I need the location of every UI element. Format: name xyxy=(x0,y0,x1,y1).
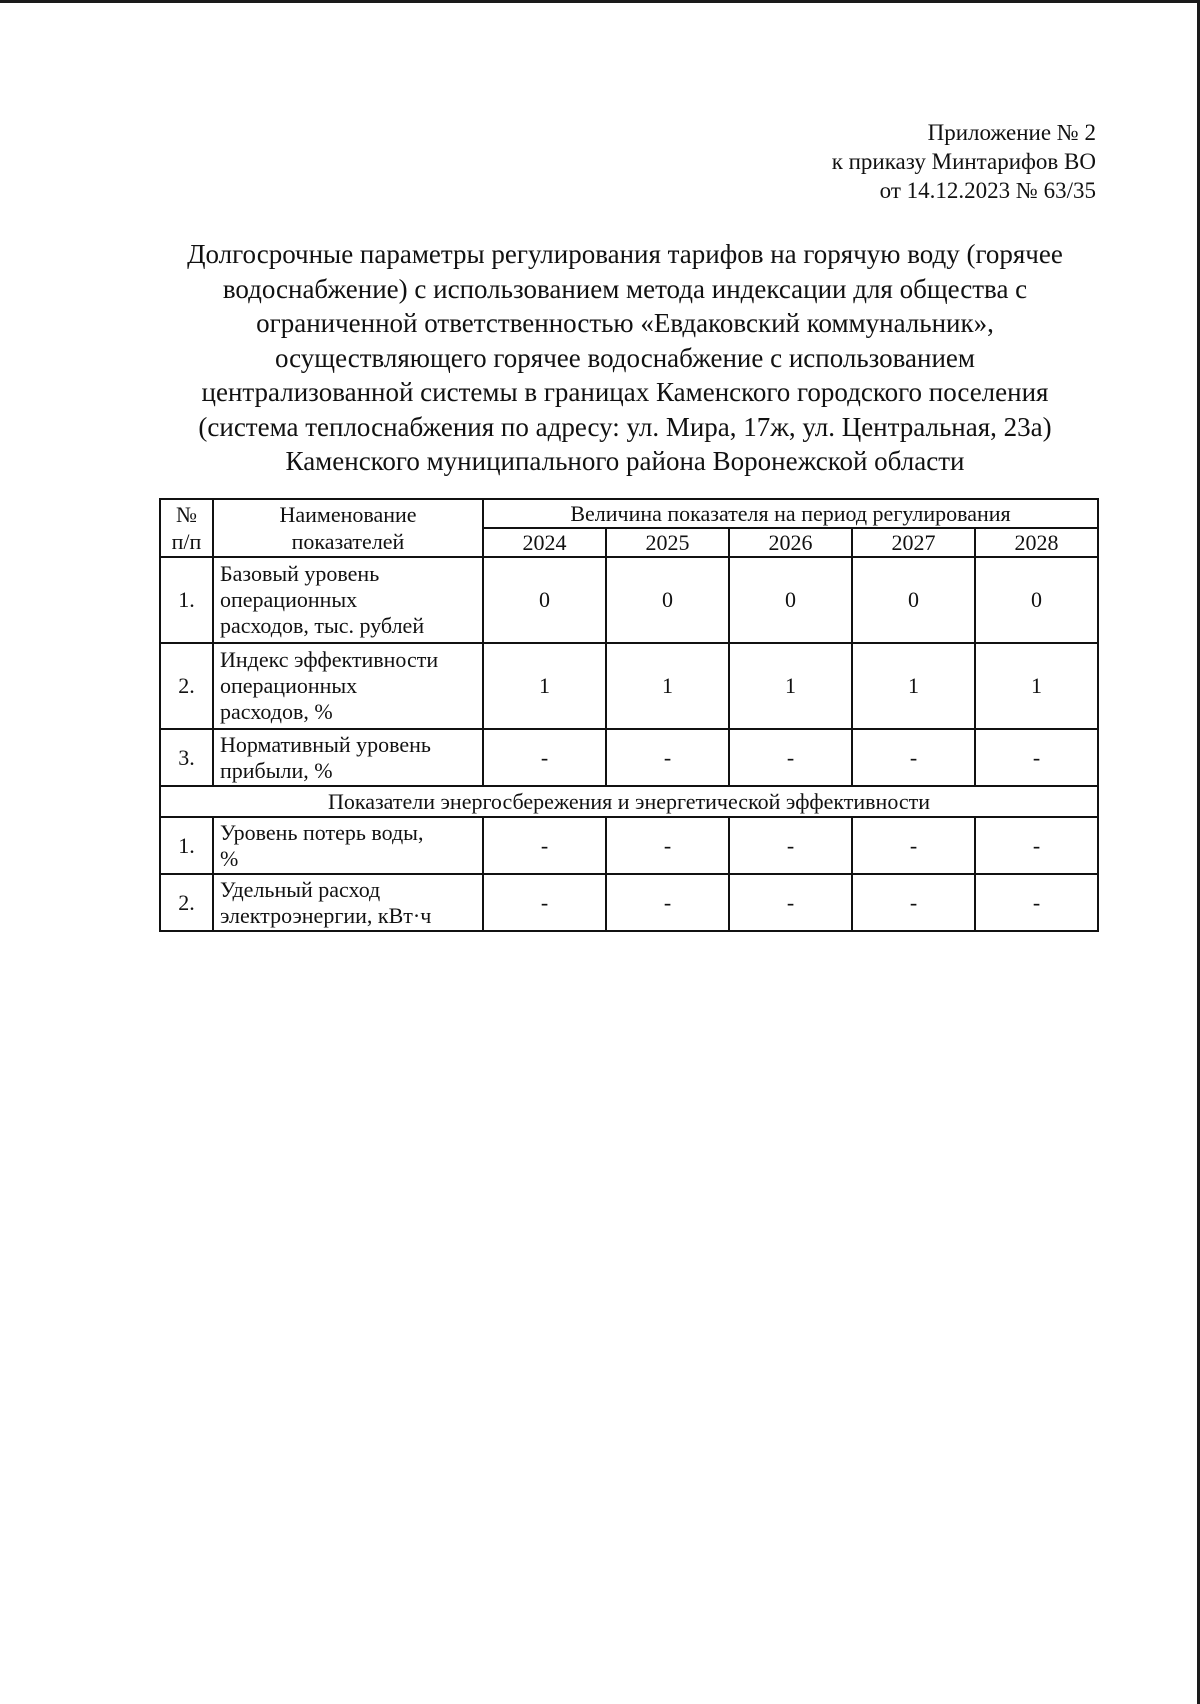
row-value: 1 xyxy=(483,643,606,729)
row-value: 0 xyxy=(483,557,606,643)
table-row xyxy=(160,817,1098,874)
header-year: 2024 xyxy=(483,528,606,557)
row-name-line: электроэнергии, кВт·ч xyxy=(220,902,432,928)
row-value: - xyxy=(729,817,852,874)
header-name-label: показателей xyxy=(291,529,405,554)
header-year: 2028 xyxy=(975,528,1098,557)
row-value: 0 xyxy=(606,557,729,643)
appendix-header xyxy=(832,118,1096,205)
row-name-line: расходов, тыс. рублей xyxy=(220,613,425,638)
document-title xyxy=(110,237,1140,479)
row-value: 0 xyxy=(975,557,1098,643)
appendix-order-ref: к приказу Минтарифов ВО xyxy=(831,149,1096,174)
appendix-number: Приложение № 2 xyxy=(927,120,1096,145)
row-value: - xyxy=(852,817,975,874)
header-name-label: Наименование xyxy=(279,502,417,527)
section-title: Показатели энергосбережения и энергетической эффективности xyxy=(160,786,1098,817)
row-value: - xyxy=(729,874,852,931)
row-name xyxy=(213,817,483,874)
table-row xyxy=(160,874,1098,931)
row-value: - xyxy=(729,729,852,786)
header-year: 2027 xyxy=(852,528,975,557)
row-value: 0 xyxy=(852,557,975,643)
row-name xyxy=(213,643,483,729)
title-line: Долгосрочные параметры регулирования тарифов на горячую воду (горячее xyxy=(187,239,1063,269)
title-line: водоснабжение) с использованием метода индексации для общества с xyxy=(222,273,1028,304)
row-value: - xyxy=(975,817,1098,874)
header-name-cell xyxy=(213,499,483,557)
table-row xyxy=(160,557,1098,643)
scan-border-top xyxy=(0,0,1200,3)
row-name xyxy=(213,729,483,786)
row-value: 1 xyxy=(852,643,975,729)
title-line: (система теплоснабжения по адресу: ул. Мира, 17ж, ул. Центральная, 23а) xyxy=(198,411,1052,442)
row-name-line: Удельный расход xyxy=(220,876,381,902)
row-name-line: операционных xyxy=(220,673,358,698)
row-value: 1 xyxy=(606,643,729,729)
appendix-order-date: от 14.12.2023 № 63/35 xyxy=(879,178,1096,203)
row-value: - xyxy=(975,874,1098,931)
table-header-row xyxy=(160,499,1098,528)
row-name xyxy=(213,874,483,931)
row-name-line: Уровень потерь воды, xyxy=(220,819,424,845)
row-value: - xyxy=(483,817,606,874)
row-number: 2. xyxy=(160,643,213,729)
row-value: 0 xyxy=(729,557,852,643)
row-name-line: Базовый уровень xyxy=(220,561,380,586)
title-line: осуществляющего горячее водоснабжение с использованием xyxy=(274,342,976,373)
header-num-cell xyxy=(160,499,213,557)
row-name-line: операционных xyxy=(220,587,358,612)
header-period-cell: Величина показателя на период регулирования xyxy=(483,499,1098,528)
row-value: - xyxy=(852,874,975,931)
row-value: - xyxy=(852,729,975,786)
row-name-line: Нормативный уровень xyxy=(220,731,431,757)
row-value: 1 xyxy=(975,643,1098,729)
header-year: 2026 xyxy=(729,528,852,557)
row-name xyxy=(213,557,483,643)
row-value: - xyxy=(606,817,729,874)
section-header-row xyxy=(160,786,1098,817)
row-value: - xyxy=(483,874,606,931)
row-number: 1. xyxy=(160,817,213,874)
row-number: 2. xyxy=(160,874,213,931)
title-line: централизованной системы в границах Каменского городского поселения xyxy=(201,377,1049,407)
table-row xyxy=(160,729,1098,786)
row-name-line: прибыли, % xyxy=(220,757,333,783)
row-value: 1 xyxy=(729,643,852,729)
row-number: 3. xyxy=(160,729,213,786)
header-num-label: № xyxy=(176,502,197,527)
parameters-table xyxy=(159,498,1099,932)
title-line: Каменского муниципального района Воронежской области xyxy=(285,446,965,476)
row-value: - xyxy=(606,874,729,931)
header-year: 2025 xyxy=(606,528,729,557)
row-value: - xyxy=(606,729,729,786)
row-number: 1. xyxy=(160,557,213,643)
row-name-line: расходов, % xyxy=(220,699,333,724)
header-num-label: п/п xyxy=(171,529,202,554)
row-name-line: % xyxy=(220,845,239,871)
table-row xyxy=(160,643,1098,729)
row-name-line: Индекс эффективности xyxy=(220,647,439,672)
title-line: ограниченной ответственностью «Евдаковский коммунальник», xyxy=(256,308,994,338)
row-value: - xyxy=(483,729,606,786)
row-value: - xyxy=(975,729,1098,786)
